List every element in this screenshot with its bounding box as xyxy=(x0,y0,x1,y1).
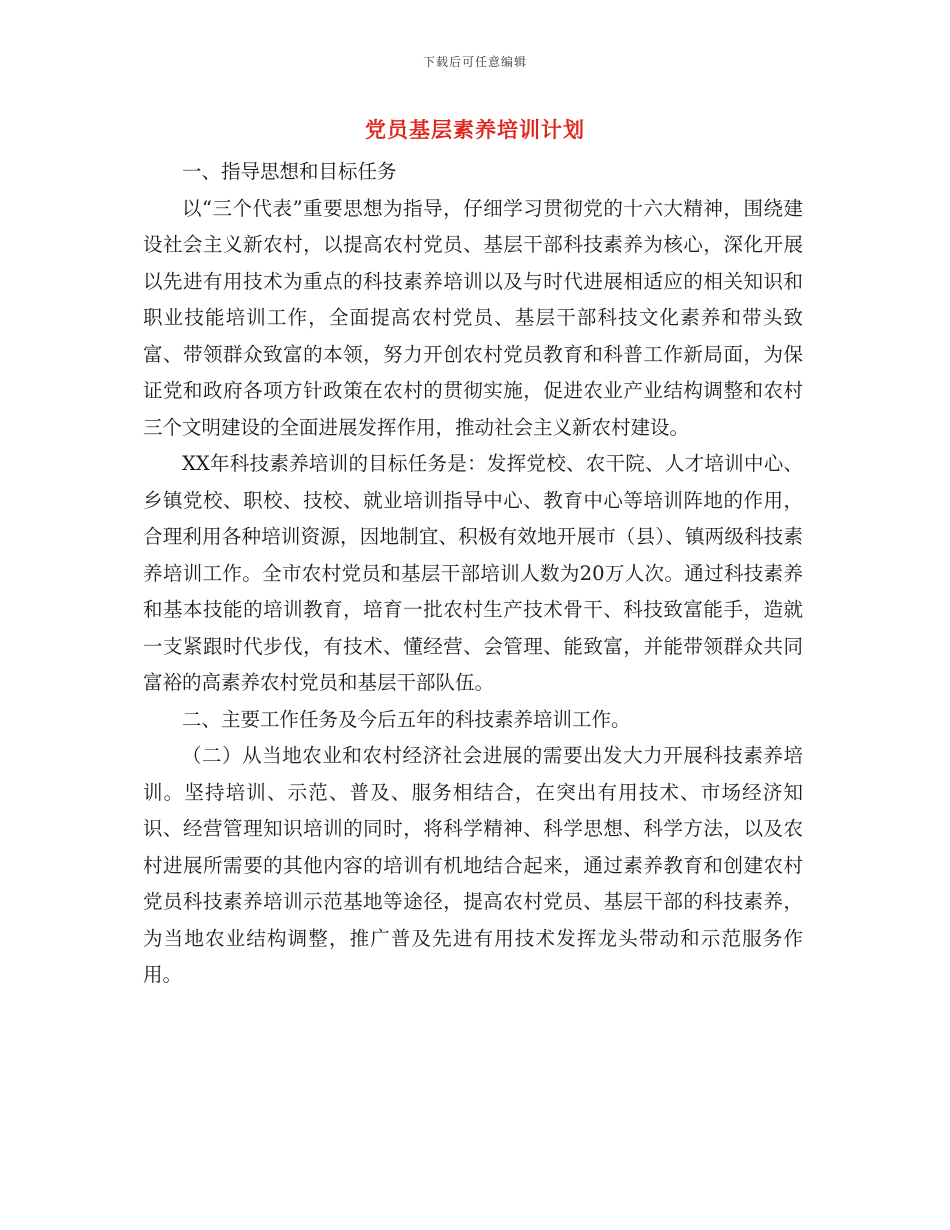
section-heading-1: 一、指导思想和目标任务 xyxy=(182,160,397,183)
header-note: 下载后可任意编辑 xyxy=(422,55,527,69)
section-heading-2: 二、主要工作任务及今后五年的科技素养培训工作。 xyxy=(182,707,631,731)
body-paragraph: 以“三个代表”重要思想为指导，仔细学习贯彻党的十六大精神，围绕建设社会主义新农村，以提高农村党员、基层干部科技素养为核心，深化开展以先进有用技术为重点的科技素养培训以及与时代进展相适应的相关知识和职业技能培训工作，全面提高农村党员、基层干部科技文化素养和带头致富、带领群众致富的本领，努力开创农村党员教育和科普工作新局面，为保证党和政府各项方针政策在农村的贯彻实施，促进农业产业结构调整和农村三个文明建设的全面进展发挥作用，推动社会主义新农村建设。 xyxy=(143,196,803,439)
document-body xyxy=(143,154,803,994)
body-paragraph: （二）从当地农业和农村经济社会进展的需要出发大力开展科技素养培训。坚持培训、示范、普及、服务相结合，在突出有用技术、市场经济知识、经营管理知识培训的同时，将科学精神、科学思想、科学方法，以及农村进展所需要的其他内容的培训有机地结合起来，通过素养教育和创建农村党员科技素养培训示范基地等途径，提高农村党员、基层干部的科技素养，为当地农业结构调整，推广普及先进有用技术发挥龙头带动和示范服务作用。 xyxy=(143,744,803,986)
body-paragraph: XX年科技素养培训的目标任务是：发挥党校、农干院、人才培训中心、乡镇党校、职校、技校、就业培训指导中心、教育中心等培训阵地的作用，合理利用各种培训资源，因地制宜、积极有效地开展市（县）、镇两级科技素养培训工作。全市农村党员和基层干部培训人数为20万人次。通过科技素养和基本技能的培训教育，培育一批农村生产技术骨干、科技致富能手，造就一支紧跟时代步伐，有技术、懂经营、会管理、能致富，并能带领群众共同富裕的高素养农村党员和基层干部队伍。 xyxy=(143,452,803,694)
document-title: 党员基层素养培训计划 xyxy=(365,117,585,142)
